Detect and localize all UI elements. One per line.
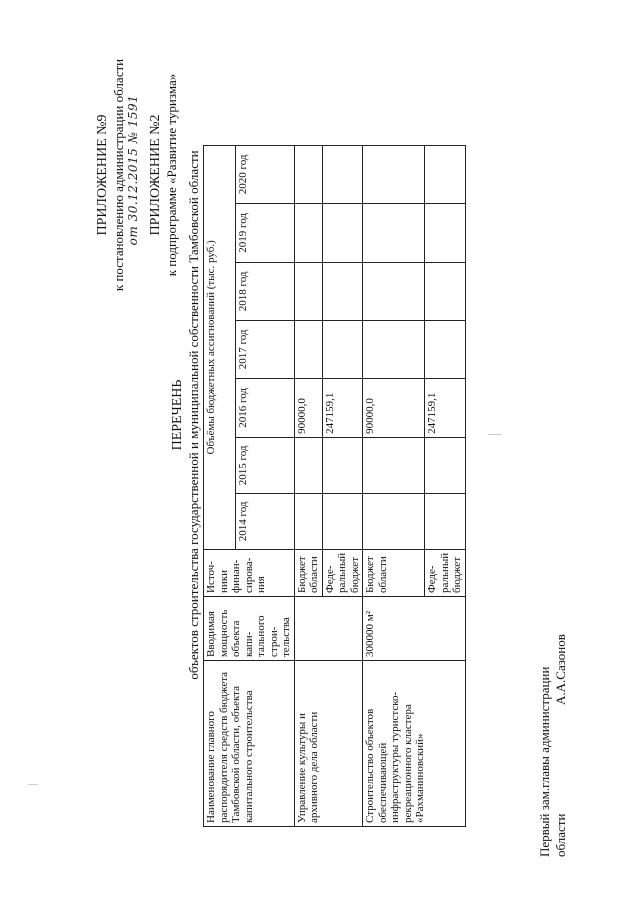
row-source-cell: Феде-ральный бюджет bbox=[322, 549, 363, 596]
value-cell bbox=[425, 320, 466, 378]
value-cell bbox=[425, 262, 466, 320]
value-cell bbox=[322, 262, 363, 320]
list-subtitle: объектов строительства государственной и муниципальной собственности Тамбовской области bbox=[186, 150, 201, 680]
value-cell bbox=[322, 437, 363, 493]
year-header-2015: 2015 год bbox=[236, 437, 294, 493]
value-cell bbox=[363, 262, 425, 320]
year-header-2019: 2019 год bbox=[236, 203, 294, 262]
value-cell bbox=[294, 262, 322, 320]
row-source-cell: Бюджет области bbox=[363, 549, 425, 596]
header-volumes-cell: Объёмы бюджетных ассигнований (тыс. руб.) bbox=[204, 145, 236, 549]
value-cell: 247159,1 bbox=[322, 378, 363, 437]
value-cell bbox=[363, 320, 425, 378]
year-header-2017: 2017 год bbox=[236, 320, 294, 378]
value-cell bbox=[322, 145, 363, 203]
value-cell bbox=[363, 145, 425, 203]
value-cell bbox=[294, 145, 322, 203]
row-name-cell: Управление культуры и архивного дела области bbox=[294, 661, 363, 827]
value-cell bbox=[425, 493, 466, 549]
value-cell: 90000,0 bbox=[363, 378, 425, 437]
row-source-cell: Феде-ральный бюджет bbox=[425, 549, 466, 596]
scan-artifact bbox=[28, 784, 38, 785]
appendix-2-title: ПРИЛОЖЕНИЕ №2 bbox=[148, 114, 163, 236]
scan-artifact bbox=[488, 434, 502, 435]
appendix-9-title: ПРИЛОЖЕНИЕ №9 bbox=[95, 114, 110, 236]
year-header-2020: 2020 год bbox=[236, 145, 294, 203]
row-source-cell: Бюджет области bbox=[294, 549, 322, 596]
value-cell bbox=[363, 493, 425, 549]
signatory-name: А.А.Сазонов bbox=[553, 634, 568, 705]
signatory-position-cont: области bbox=[553, 813, 568, 857]
value-cell bbox=[322, 203, 363, 262]
to-subprogram-line: к подпрограмме «Развитие туризма» bbox=[164, 73, 179, 277]
value-cell bbox=[294, 437, 322, 493]
list-title: ПЕРЕЧЕНЬ bbox=[170, 379, 185, 451]
value-cell bbox=[322, 320, 363, 378]
year-header-2014: 2014 год bbox=[236, 493, 294, 549]
to-resolution-line: к постановлению администрации области bbox=[111, 58, 126, 292]
value-cell bbox=[363, 203, 425, 262]
value-cell bbox=[425, 203, 466, 262]
signatory-position: Первый зам.главы администрации bbox=[537, 666, 552, 857]
handwritten-date-number: от 30.12.2015 № 1591 bbox=[126, 94, 140, 246]
value-cell bbox=[363, 437, 425, 493]
value-cell bbox=[425, 437, 466, 493]
objects-table bbox=[203, 145, 466, 827]
value-cell bbox=[294, 320, 322, 378]
value-cell bbox=[294, 493, 322, 549]
value-cell bbox=[294, 203, 322, 262]
header-capacity-cell: Вводимая мощность объекта капи-тального строи-тельства bbox=[204, 597, 295, 661]
value-cell bbox=[322, 493, 363, 549]
row-capacity-cell bbox=[294, 597, 363, 661]
year-header-2018: 2018 год bbox=[236, 262, 294, 320]
row-name-cell: Строительство объектов обеспечивающей инфраструктуры туристско-рекреационного кластера «Рахманиновский» bbox=[363, 661, 466, 827]
row-capacity-cell: 300000 м² bbox=[363, 597, 466, 661]
value-cell bbox=[425, 145, 466, 203]
year-header-2016: 2016 год bbox=[236, 378, 294, 437]
header-name-cell: Наименование главного распорядителя средств бюджета Тамбовской области, объекта капитального строительства bbox=[204, 661, 295, 827]
header-source-cell: Источ-ники финан-сирова-ния bbox=[204, 549, 295, 596]
value-cell: 90000,0 bbox=[294, 378, 322, 437]
value-cell: 247159,1 bbox=[425, 378, 466, 437]
